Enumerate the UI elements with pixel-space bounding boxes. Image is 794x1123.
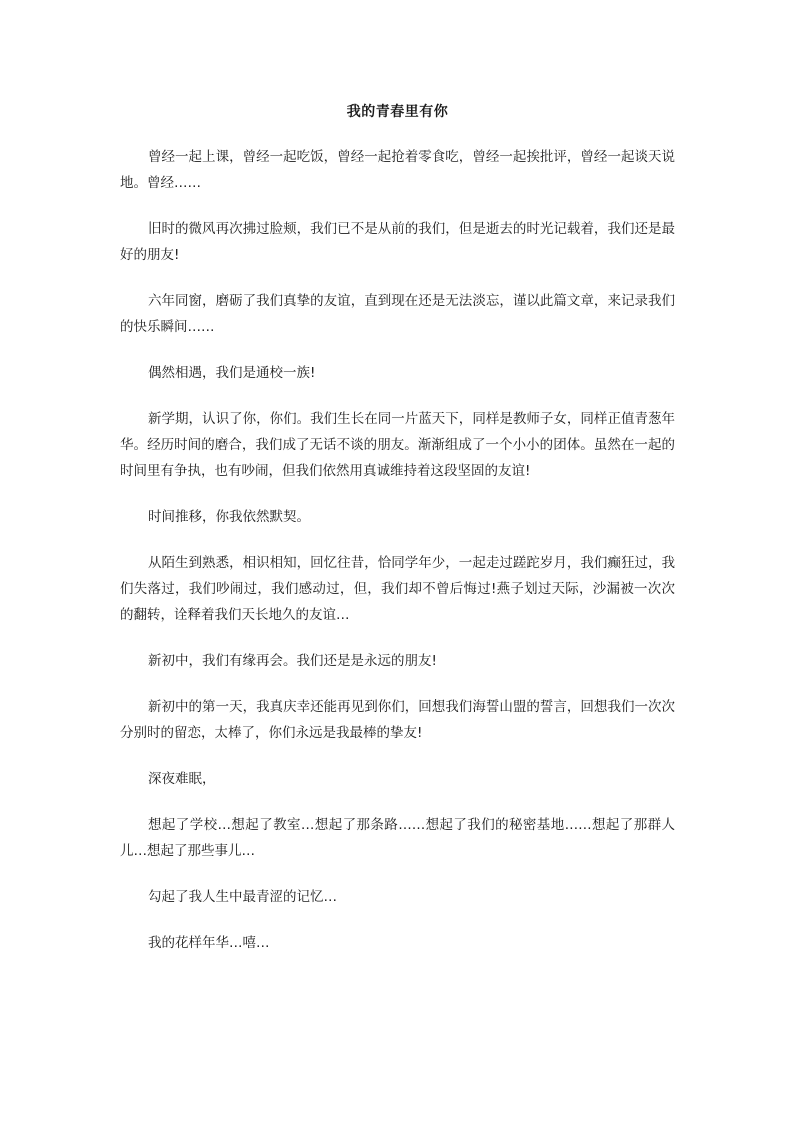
document-page	[120, 100, 675, 976]
document-title: 我的青春里有你	[346, 104, 449, 120]
paragraph: 偶然相遇，我们是通校一族!	[148, 365, 316, 381]
paragraph: 新初中的第一天，我真庆幸还能再见到你们，回想我们海誓山盟的誓言，回想我们一次次分别时的留恋，太棒了，你们永远是我最棒的挚友!	[120, 699, 675, 741]
paragraph: 勾起了我人生中最青涩的记忆…	[148, 889, 337, 905]
paragraph: 时间推移，你我依然默契。	[148, 509, 310, 525]
paragraph: 从陌生到熟悉，相识相知，回忆往昔，恰同学年少，一起走过蹉跎岁月，我们癫狂过，我们失落过，我们吵闹过，我们感动过，但，我们却不曾后悔过!燕子划过天际，沙漏被一次次的翻转，诠释着我们天长地久的友谊…	[120, 555, 675, 623]
paragraph: 六年同窗，磨砺了我们真挚的友谊，直到现在还是无法淡忘，谨以此篇文章，来记录我们的快乐瞬间……	[120, 293, 675, 335]
paragraph: 深夜难眠，	[148, 771, 216, 787]
paragraph: 旧时的微风再次拂过脸颊，我们已不是从前的我们，但是逝去的时光记载着，我们还是最好的朋友!	[120, 221, 675, 263]
paragraph: 新学期，认识了你，你们。我们生长在同一片蓝天下，同样是教师子女，同样正值青葱年华。经历时间的磨合，我们成了无话不谈的朋友。渐渐组成了一个小小的团体。虽然在一起的时间里有争执，也有吵闹，但我们依然用真诚维持着这段坚固的友谊!	[120, 411, 675, 479]
paragraph: 想起了学校…想起了教室…想起了那条路……想起了我们的秘密基地……想起了那群人儿…想起了那些事儿…	[120, 817, 675, 859]
paragraph: 新初中，我们有缘再会。我们还是是永远的朋友!	[148, 653, 437, 669]
paragraph: 曾经一起上课，曾经一起吃饭，曾经一起抢着零食吃，曾经一起挨批评，曾经一起谈天说地。曾经……	[120, 149, 675, 191]
paragraph: 我的花样年华…嘻…	[148, 935, 270, 951]
